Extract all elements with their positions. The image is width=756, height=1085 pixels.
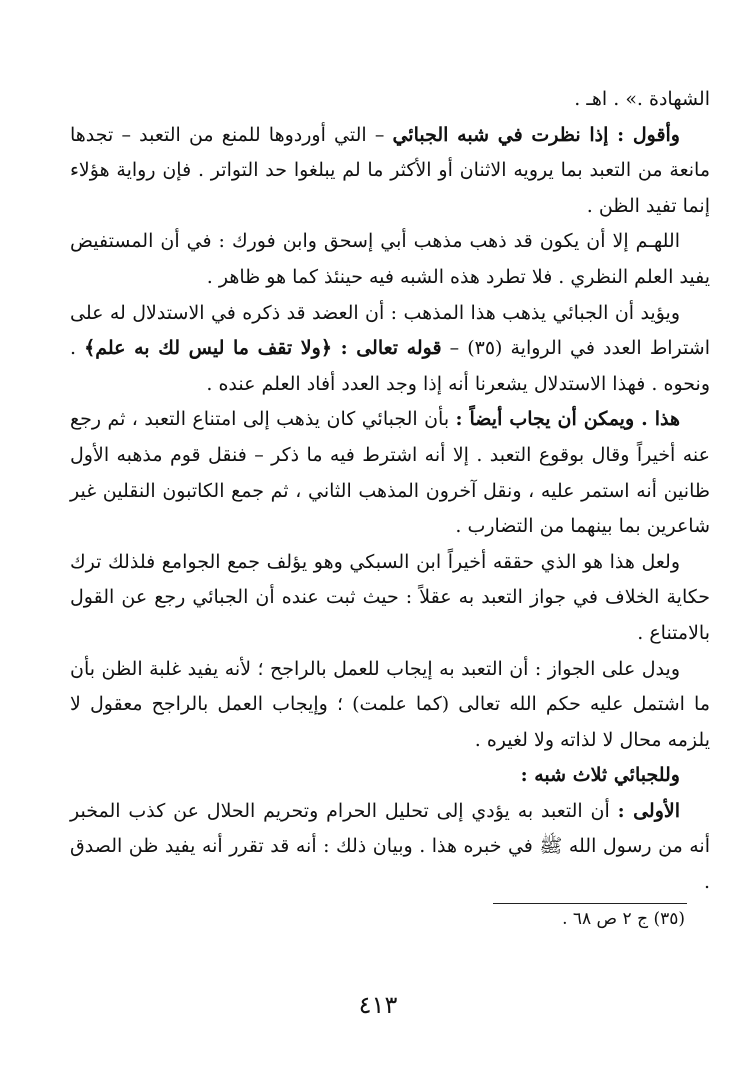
paragraph: [70, 224, 710, 295]
paragraph: [70, 794, 710, 901]
text-run: ويدل على الجواز : أن التعبد به إيجاب للعمل بالراجح ؛ لأنه يفيد غلبة الظن بأن ما اشتمل عليه حكم الله تعالى (كما علمت) ؛ وإيجاب العمل بالراجح معقول لا يلزمه محال لا لذاته ولا لغيره .: [70, 657, 710, 751]
footnote: (٣٥) ج ٢ ص ٦٨ .: [562, 909, 685, 929]
paragraph: [70, 402, 710, 544]
bold-phrase: وأقول : إذا نظرت في شبه الجبائي: [392, 123, 680, 146]
text-run: بأن الجبائي كان يذهب إلى امتناع التعبد ، ثم رجع عنه أخيراً وقال بوقوع التعبد . إلا أنه اشترط فيه ما ذكر – فنقل قوم مذهبه الأول ظانين أنه استمر عليه ، ونقل آخرون المذهب الثاني ، ثم جمع الكاتبون النقلين غير شاعرين بما بينهما من التضارب .: [70, 408, 710, 538]
paragraph: [70, 82, 710, 118]
bold-phrase: وللجبائي ثلاث شبه :: [520, 764, 680, 787]
paragraph: [70, 296, 710, 403]
footnote-separator: [493, 903, 687, 904]
page-number: ٤١٣: [358, 991, 398, 1019]
main-text: [70, 82, 710, 901]
text-run: – التي أوردوها للمنع من التعبد – تجدها مانعة من التعبد بما يرويه الاثنان أو الأكثر ما لم يبلغوا حد التواتر . فإن رواية هؤلاء إنما تفيد الظن .: [70, 123, 710, 217]
text-run: ويؤيد أن الجبائي يذهب هذا المذهب : أن العضد قد ذكره في الاستدلال له على اشتراط العدد في الرواية (٣٥) –: [70, 301, 710, 360]
text-run: . ونحوه . فهذا الاستدلال يشعرنا أنه إذا وجد العدد أفاد العلم عنده .: [70, 337, 710, 395]
paragraph: [70, 118, 710, 225]
text-run: اللهـم إلا أن يكون قد ذهب مذهب أبي إسحق وابن فورك : في أن المستفيض يفيد العلم النظري . فلا تطرد هذه الشبه فيه حينئذ كما هو ظاهر .: [70, 230, 710, 288]
text-run: الشهادة .» . اهـ .: [574, 88, 710, 110]
text-run: أن التعبد به يؤدي إلى تحليل الحرام وتحريم الحلال عن كذب المخبر أنه من رسول الله ﷺ في خبره هذا . وبيان ذلك : أنه قد تقرر أنه يفيد ظن الصدق .: [70, 799, 710, 894]
bold-phrase: الأولى :: [617, 799, 680, 822]
bold-phrase: قوله تعالى : ﴿ولا تقف ما ليس لك به علم﴾: [84, 337, 442, 360]
paragraph: [70, 652, 710, 759]
paragraph: [70, 545, 710, 652]
bold-phrase: هذا . ويمكن أن يجاب أيضاً :: [455, 408, 680, 431]
text-run: ولعل هذا هو الذي حققه أخيراً ابن السبكي وهو يؤلف جمع الجوامع فلذلك ترك حكاية الخلاف في جواز التعبد به عقلاً : حيث ثبت عنده أن الجبائي رجع عن القول بالامتناع .: [70, 550, 710, 644]
paragraph: [70, 758, 710, 794]
